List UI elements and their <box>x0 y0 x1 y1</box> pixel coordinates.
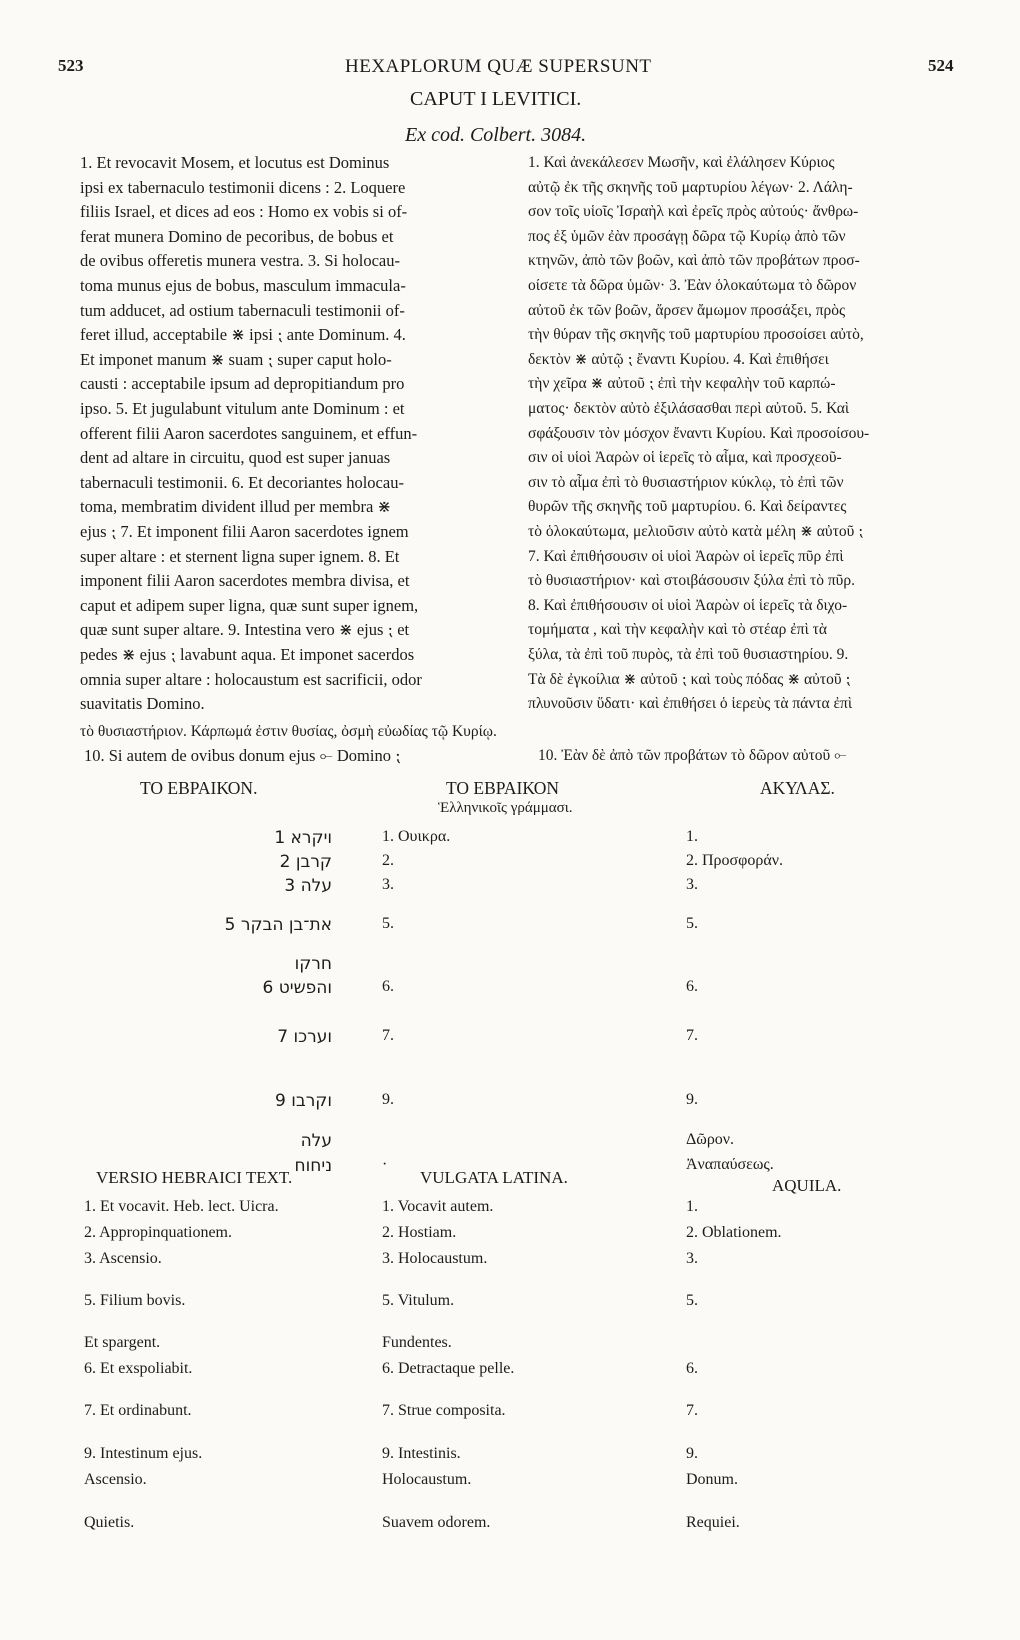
aquila-cell: 3. <box>686 1250 698 1267</box>
greek-line: τὴν χεῖρα ⋇ αὐτοῦ ⁏ ἐπὶ τὴν κεφαλὴν τοῦ καρπώ- <box>528 375 836 393</box>
vulgate-cell: 2. Hostiam. <box>382 1224 457 1241</box>
latin-line: suavitatis Domino. <box>80 694 205 714</box>
greek-line: Τὰ δὲ ἐγκοίλια ⋇ αὐτοῦ ⁏ καὶ τοὺς πόδας ⋇ αὐτοῦ ⁏ <box>528 670 851 688</box>
hebrew-cell: וערכו 7 <box>277 1027 332 1047</box>
greek-line: τὴν θύραν τῆς σκηνῆς τοῦ μαρτυρίου προσοίσει αὐτὸ, <box>528 326 864 344</box>
vulgate-cell: 1. Vocavit autem. <box>382 1198 494 1215</box>
aquila-cell: Donum. <box>686 1471 738 1488</box>
latin-line: filiis Israel, et dices ad eos : Homo ex vobis si of- <box>80 202 408 222</box>
aquila-cell: 2. Προσφοράν. <box>686 852 783 869</box>
version-cell: 5. Filium bovis. <box>84 1292 186 1309</box>
greek-line: σιν οἱ υἱοὶ Ἀαρὼν οἱ ἱερεῖς τὸ αἷμα, καὶ προσχεοῦ- <box>528 449 842 467</box>
table2-vulgate-heading: VULGATA LATINA. <box>420 1168 568 1187</box>
aquila-cell: 9. <box>686 1091 698 1108</box>
hebrew-cell: ניחוח <box>294 1156 332 1176</box>
greek-line: πλυνοῦσιν ὕδατι· καὶ ἐπιθήσει ὁ ἱερεὺς τὰ πάντα ἐπὶ <box>528 695 853 713</box>
table1-greek-letters-heading: ΤΟ ΕΒΡΑΙΚΟΝ <box>446 778 560 798</box>
greek-line: 7. Καὶ ἐπιθήσουσιν οἱ υἱοὶ Ἀαρὼν οἱ ἱερεῖς πῦρ ἐπὶ <box>528 547 844 565</box>
greek-line: σιν τὸ αἷμα ἐπὶ τὸ θυσιαστήριον κύκλῳ, τὸ ἐπὶ τῶν <box>528 473 844 491</box>
latin-line: ejus ⁏ 7. Et imponent filii Aaron sacerdotes ignem <box>80 522 409 541</box>
greek-line: σον τοῖς υἱοῖς Ἰσραὴλ καὶ ἐρεῖς πρὸς αὐτούς· ἄνθρω- <box>528 203 859 221</box>
version-cell: 2. Appropinquationem. <box>84 1224 232 1241</box>
aquila-cell: 3. <box>686 876 698 893</box>
running-title: HEXAPLORUM QUÆ SUPERSUNT <box>345 56 652 77</box>
aquila-cell: 7. <box>686 1402 698 1419</box>
latin-line: imponent filii Aaron sacerdotes membra divisa, et <box>80 571 410 591</box>
transliteration-cell: 6. <box>382 978 394 995</box>
aquila-cell: 1. <box>686 1198 698 1215</box>
table1-greek-letters-subheading: Ἑλληνικοῖς γράμμασι. <box>438 800 573 816</box>
latin-line: 1. Et revocavit Mosem, et locutus est Dominus <box>80 153 390 172</box>
aquila-cell: 6. <box>686 978 698 995</box>
greek-line: ματος· δεκτὸν αὐτὸ ἐξιλάσασθαι περὶ αὐτοῦ. 5. Καὶ <box>528 400 850 417</box>
latin-line: ipso. 5. Et jugulabunt vitulum ante Dominum : et <box>80 399 405 418</box>
latin-line: offerent filii Aaron sacerdotes sanguinem, et effun- <box>80 423 418 443</box>
codex-reference: Ex cod. Colbert. 3084. <box>405 124 587 146</box>
latin-line: toma, membratim divident illud per membra ⋇ <box>80 497 392 517</box>
greek-line: τὸ ὁλοκαύτωμα, μελιοῦσιν αὐτὸ κατὰ μέλη ⋇ αὐτοῦ ⁏ <box>528 523 864 540</box>
latin-line: omnia super altare : holocaustum est sacrificii, odor <box>80 669 422 689</box>
page-number-left: 523 <box>58 56 84 75</box>
version-cell: Ascensio. <box>84 1471 147 1488</box>
vulgate-cell: 3. Holocaustum. <box>382 1250 488 1267</box>
latin-line: caput et adipem super ligna, quæ sunt super ignem, <box>80 595 419 615</box>
latin-line: Et imponet manum ⋇ suam ⁏ super caput holo- <box>80 349 392 369</box>
hebrew-cell: ויקרא 1 <box>274 828 332 848</box>
latin-line: ipsi ex tabernaculo testimonii dicens : 2. Loquere <box>80 177 406 197</box>
aquila-cell: 2. Oblationem. <box>686 1224 782 1241</box>
latin-line: quæ sunt super altare. 9. Intestina vero ⋇ ejus ⁏ et <box>80 620 410 640</box>
greek-line: πος ἐξ ὑμῶν ἐὰν προσάγῃ δῶρα τῷ Κυρίῳ ἀπὸ τῶν <box>528 227 846 245</box>
latin-line: feret illud, acceptabile ⋇ ipsi ⁏ ante Dominum. 4. <box>80 325 406 345</box>
version-cell: 1. Et vocavit. Heb. lect. Uicra. <box>84 1198 279 1215</box>
greek-line: 1. Καὶ ἀνεκάλεσεν Μωσῆν, καὶ ἐλάλησεν Κύριος <box>528 154 835 171</box>
vulgate-cell: Holocaustum. <box>382 1471 472 1488</box>
aquila-cell: Ἀναπαύσεως. <box>686 1156 774 1173</box>
version-cell: Et spargent. <box>84 1334 161 1351</box>
transliteration-cell: · <box>382 1156 388 1173</box>
latin-line: toma munus ejus de bobus, masculum immacula- <box>80 276 406 295</box>
chapter-title: CAPUT I LEVITICI. <box>410 88 582 110</box>
greek-line: οίσετε τὰ δῶρα ὑμῶν· 3. Ἐὰν ὁλοκαύτωμα τὸ δῶρον <box>528 277 857 294</box>
transliteration-cell: 9. <box>382 1091 394 1108</box>
transliteration-cell: 3. <box>382 876 394 893</box>
version-cell: 7. Et ordinabunt. <box>84 1402 192 1419</box>
greek-line: σφάξουσιν τὸν μόσχον ἔναντι Κυρίου. Καὶ προσοίσου- <box>528 424 870 442</box>
aquila-cell: Requiei. <box>686 1514 740 1531</box>
version-cell: Quietis. <box>84 1514 135 1531</box>
hebrew-cell: וקרבו 9 <box>275 1091 332 1111</box>
version-cell: 3. Ascensio. <box>84 1250 162 1267</box>
version-cell: 6. Et exspoliabit. <box>84 1360 193 1377</box>
transliteration-cell: 7. <box>382 1027 394 1044</box>
latin-line: pedes ⋇ ejus ⁏ lavabunt aqua. Et imponet sacerdos <box>80 645 415 664</box>
vulgate-cell: Fundentes. <box>382 1334 452 1351</box>
hebrew-cell: קרבן 2 <box>279 852 332 872</box>
greek-line: κτηνῶν, ἀπὸ τῶν βοῶν, καὶ ἀπὸ τῶν προβάτων προσ- <box>528 252 860 270</box>
hebrew-cell: עלה 3 <box>284 876 332 896</box>
latin-line: causti : acceptabile ipsum ad depropitiandum pro <box>80 374 405 394</box>
aquila-cell: Δῶρον. <box>686 1131 735 1148</box>
page-number-right: 524 <box>928 56 954 75</box>
latin-line: tabernaculi testimonii. 6. Et decoriantes holocau- <box>80 472 404 492</box>
greek-line: θυρῶν τῆς σκηνῆς τοῦ μαρτυρίου. 6. Καὶ δείραντες <box>528 498 847 516</box>
latin-line: de ovibus offeretis munera vestra. 3. Si holocau- <box>80 251 400 271</box>
greek-line: αὐτῷ ἐκ τῆς σκηνῆς τοῦ μαρτυρίου λέγων· 2. Λάλη- <box>528 178 853 196</box>
latin-line: dent ad altare in circuitu, quod est super januas <box>80 448 391 468</box>
greek-line: ξύλα, τὰ ἐπὶ τοῦ πυρὸς, τὰ ἐπὶ τοῦ θυσιαστηρίου. 9. <box>528 646 849 663</box>
latin-line: ferat munera Domino de pecoribus, de bobus et <box>80 226 394 246</box>
greek-line: 8. Καὶ ἐπιθήσουσιν οἱ υἱοὶ Ἀαρὼν οἱ ἱερεῖς τὰ διχο- <box>528 596 848 614</box>
greek-line: δεκτὸν ⋇ αὐτῷ ⁏ ἔναντι Κυρίου. 4. Καὶ ἐπιθήσει <box>528 350 829 368</box>
hebrew-cell: עלה <box>300 1131 332 1151</box>
table2-version-heading: VERSIO HEBRAICI TEXT. <box>96 1168 293 1187</box>
greek-line: τομήματα , καὶ τὴν κεφαλὴν καὶ τὸ στέαρ ἐπὶ τὰ <box>528 621 827 639</box>
hebrew-cell: את־בן הבקר 5 <box>224 915 332 935</box>
transliteration-cell: 2. <box>382 852 394 869</box>
table1-aquila-heading: ΑΚΥΛΑΣ. <box>760 778 835 798</box>
latin-line: tum adducet, ad ostium tabernaculi testimonii of- <box>80 300 405 320</box>
aquila-cell: 1. <box>686 828 698 845</box>
vulgate-cell: 7. Strue composita. <box>382 1402 506 1419</box>
vulgate-cell: Suavem odorem. <box>382 1514 491 1531</box>
aquila-cell: 5. <box>686 1292 698 1309</box>
aquila-cell: 7. <box>686 1027 698 1044</box>
transliteration-cell: 5. <box>382 915 394 932</box>
vulgate-cell: 9. Intestinis. <box>382 1445 461 1462</box>
aquila-cell: 6. <box>686 1360 698 1377</box>
hebrew-cell: חרקו <box>294 954 332 974</box>
table1-hebrew-heading: ΤΟ ΕΒΡΑΙΚΟΝ. <box>140 778 258 798</box>
vulgate-cell: 6. Detractaque pelle. <box>382 1360 515 1377</box>
aquila-cell: 9. <box>686 1445 698 1462</box>
transliteration-cell: 1. Ουικρα. <box>382 828 451 845</box>
verse10-latin: 10. Si autem de ovibus donum ejus ⟜ Domino ⁏ <box>84 746 401 765</box>
greek-line: τὸ θυσιαστήριον· καὶ στοιβάσουσιν ξύλα ἐπὶ τὸ πῦρ. <box>528 572 855 590</box>
aquila-cell: 5. <box>686 915 698 932</box>
verse10-greek: 10. Ἐὰν δὲ ἀπὸ τῶν προβάτων τὸ δῶρον αὐτοῦ ⟜ <box>538 747 847 764</box>
latin-line: super altare : et sternent ligna super ignem. 8. Et <box>80 546 400 566</box>
hebrew-cell: והפשיט 6 <box>262 978 332 998</box>
table2-aquila-heading: AQUILA. <box>772 1176 842 1195</box>
greek-continuation: τὸ θυσιαστήριον. Κάρπωμά ἐστιν θυσίας, ὀσμὴ εὐωδίας τῷ Κυρίῳ. <box>80 723 497 740</box>
vulgate-cell: 5. Vitulum. <box>382 1292 455 1309</box>
greek-line: αὐτοῦ ἐκ τῶν βοῶν, ἄρσεν ἄμωμον προσάξει, πρὸς <box>528 301 846 319</box>
version-cell: 9. Intestinum ejus. <box>84 1445 203 1462</box>
